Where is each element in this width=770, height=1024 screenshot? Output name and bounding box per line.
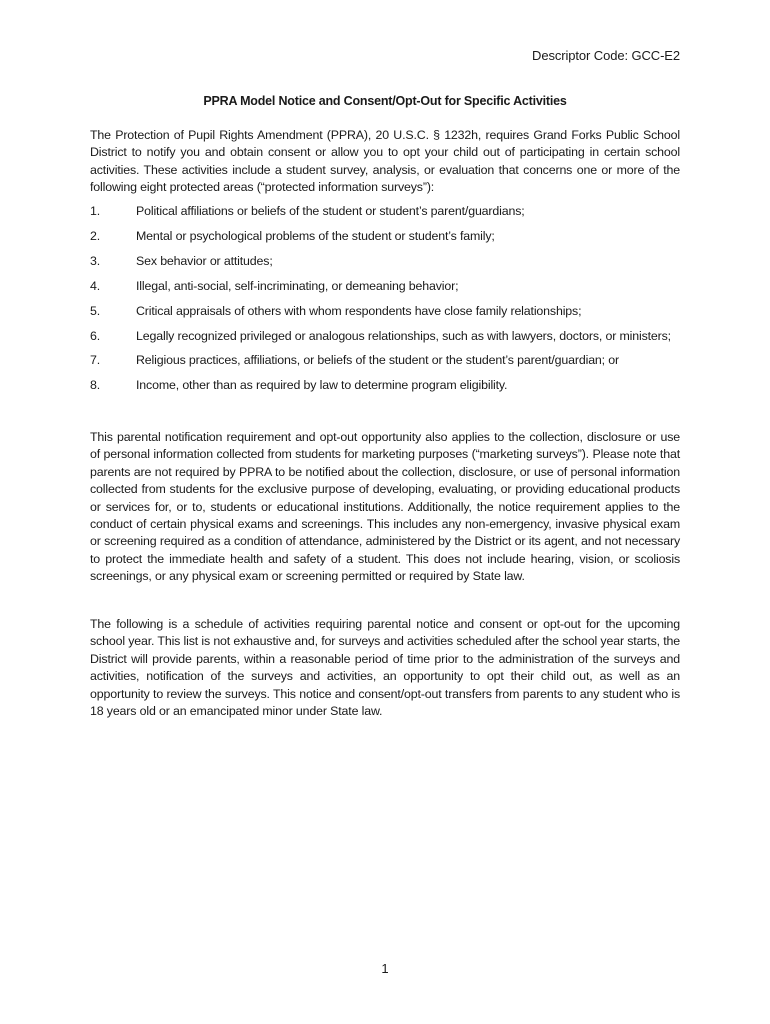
list-item-number: 6. — [90, 328, 101, 343]
list-item-text: Legally recognized privileged or analogous relationships, such as with lawyers, doctors, or ministers; — [136, 328, 671, 343]
list-item — [90, 203, 680, 220]
list-item-text: Religious practices, affiliations, or beliefs of the student or the student’s parent/guardian; or — [136, 353, 619, 368]
document-title: PPRA Model Notice and Consent/Opt-Out for Specific Activities — [203, 94, 567, 108]
list-item-text: Mental or psychological problems of the student or student’s family; — [136, 228, 495, 243]
list-item-text: Political affiliations or beliefs of the student or student’s parent/guardians; — [136, 204, 525, 218]
list-item — [90, 278, 680, 295]
list-item-text: Sex behavior or attitudes; — [136, 253, 273, 268]
marketing-surveys-paragraph: This parental notification requirement and opt-out opportunity also applies to the collection, disclosure or use of personal information collected from students for marketing purposes (“marketing surveys”). Please note that parents are not required by PPRA to be notified about the collection, disclosure, or use of personal information collected from students for the exclusive purpose of developing, evaluating, or providing educational products or services for, or to, students or educational institutions. Additionally, the notice requirement applies to the conduct of certain physical exams and screenings. This includes any non-emergency, invasive physical exam or screening required as a condition of attendance, administered by the District or its agent, and not necessary to protect the immediate health and safety of a student. This does not include hearing, vision, or scoliosis screenings, or any physical exam or screening permitted or required by State law. — [90, 430, 680, 584]
list-item — [90, 303, 680, 320]
list-item — [90, 253, 680, 270]
intro-paragraph: The Protection of Pupil Rights Amendment (PPRA), 20 U.S.C. § 1232h, requires Grand Forks Public School District to notify you and obtain consent or allow you to opt your child out of participating in certain school activities. These activities include a student survey, analysis, or evaluation that concerns one or more of the following eight protected areas (“protected information surveys”): — [90, 128, 680, 195]
list-item-number: 7. — [90, 353, 101, 368]
list-item-number: 4. — [90, 278, 101, 293]
list-item-text: Illegal, anti-social, self-incriminating, or demeaning behavior; — [136, 278, 459, 293]
list-item-number: 5. — [90, 303, 101, 318]
list-item-text: Critical appraisals of others with whom respondents have close family relationships; — [136, 303, 582, 318]
list-item — [90, 377, 680, 394]
list-item — [90, 228, 680, 245]
page-number: 1 — [381, 961, 389, 976]
list-item — [90, 352, 680, 369]
protected-areas-list — [90, 203, 680, 402]
list-item-number: 3. — [90, 253, 101, 268]
schedule-paragraph: The following is a schedule of activities requiring parental notice and consent or opt-out for the upcoming school year. This list is not exhaustive and, for surveys and activities scheduled after the school year starts, the District will provide parents, within a reasonable period of time prior to the administration of the surveys and activities, notification of the surveys and activities, an opportunity to opt their child out, as well as an opportunity to review the surveys. This notice and consent/opt-out transfers from parents to any student who is 18 years old or an emancipated minor under State law. — [90, 617, 680, 719]
list-item-number: 8. — [90, 378, 101, 393]
list-item-number: 1. — [90, 204, 101, 218]
list-item-number: 2. — [90, 228, 101, 243]
descriptor-code: Descriptor Code: GCC-E2 — [532, 48, 680, 63]
list-item-text: Income, other than as required by law to determine program eligibility. — [136, 378, 508, 393]
list-item — [90, 328, 680, 345]
